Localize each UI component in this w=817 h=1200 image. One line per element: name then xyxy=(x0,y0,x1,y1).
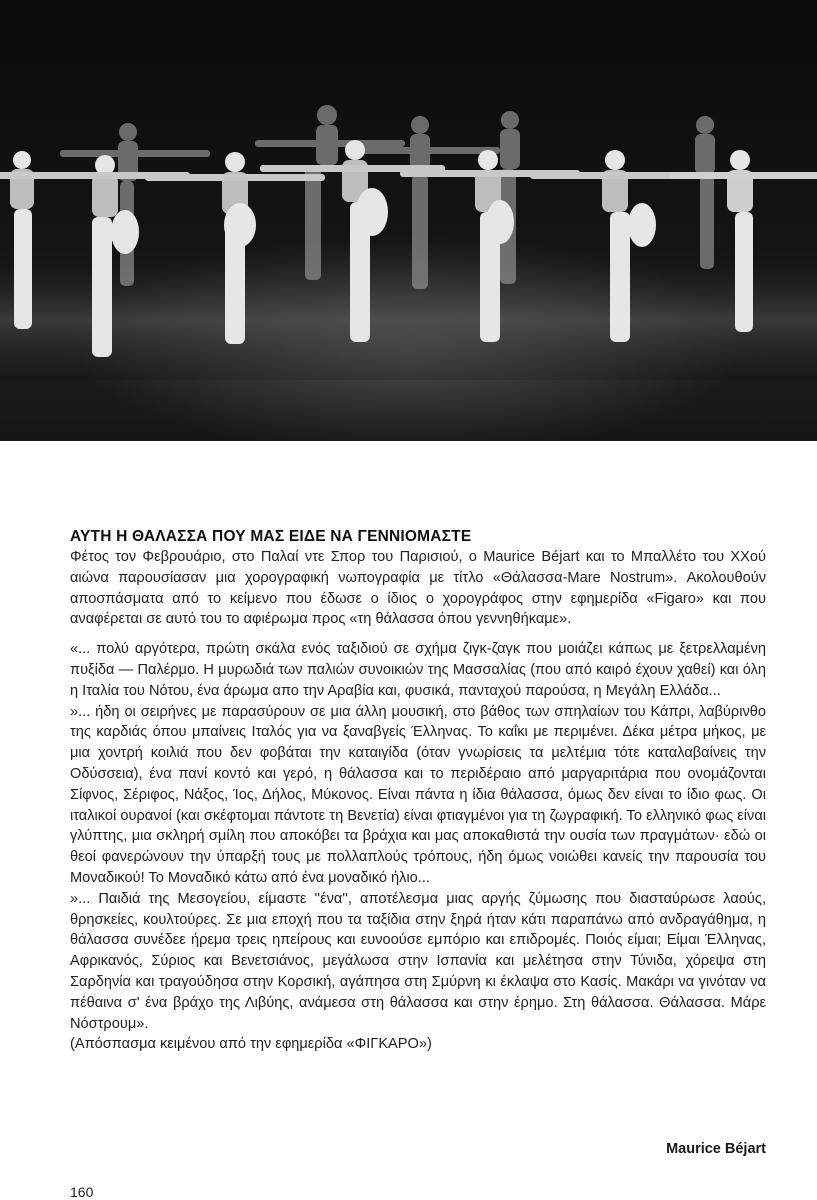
dancers-photograph xyxy=(0,0,817,441)
quote-paragraph: »... ήδη οι σειρήνες με παρασύρουν σε μια άλλη μουσική, στο βάθος των σπηλαίων του Κάπρι, λαβύρινθο της καρδιάς όπου μπαίνεις Ιταλός για να ξαναβγείς Έλληνας. Το καΐκι με περιμένει. Δέκα μέτρα μήκος, με μια χοντρή κοιλιά που δεν φοβάται την καταιγίδα (όταν γνωρίσεις τα μελτέμια τότε καταλαβαίνεις την Οδύσσεια), ένα πανί κοντό και γερό, η θάλασσα και το περιδέραιο από μαργαριτάρια που ονομάζονται Σίφνος, Σέριφος, Νάξος, Ίος, Δήλος, Μύκονος. Είναι πάντα η ίδια θάλασσα, όμως δεν είναι το ίδιο φως. Οι ιταλικοί ουρανοί (και σκέφτομαι πάντοτε τη Βενετία) είναι φτιαγμένοι για τη ζωγραφική. Το ελληνικό φως είναι γλύπτης, μια σκληρή σμίλη που αποκόβει τα βράχια και μας αποκαθιστά την ουσία των πραγμάτων· εδώ οι θεοί φανερώνουν την ύπαρξή τους με πολλαπλούς τρόπους, ήδη όμως νοιώθει κανείς την παρουσία του Μοναδικού! Το Μοναδικό κάτω από ένα μοναδικό ήλιο... xyxy=(70,703,766,886)
source-note: (Απόσπασμα κειμένου από την εφημερίδα «ΦΙΓΚΑΡΟ») xyxy=(70,1036,432,1053)
quote-paragraph: »... Παιδιά της Μεσογείου, είμαστε ''ένα'', αποτέλεσμα μιας αργής ζύμωσης που διασταύρωσε λαούς, θρησκείες, κουλτούρες. Σε μια εποχή που τα ταξίδια στην ξηρά ήταν κάτι παραπάνω από ανδραγάθημα, η θάλασσα συνέδεε ήρεμα τρεις ηπείρους και ευνοούσε εμπόριο και επιδρομές. Ποιός είμαι; Είμαι Έλληνας, Αφρικανός, Σύριος και Βενετσιάνος, μεγάλωσα στην Ισπανία και μελέτησα στην Τύνιδα, χόρεψα στη Σαρδηνία και τραγούδησα στην Κορσική, αγάπησα στη Σμύρνη κι έκλαψα στο Κασίς. Μακάρι να γινόταν να πέθαινα σ' ένα βράχο της Λιβύης, ανάμεσα στη θάλασσα και στην έρημο. Στη θάλασσα. Θάλασσα. Μάρε Νόστρουμ». xyxy=(70,890,766,1032)
article xyxy=(70,527,766,1055)
page-number: 160 xyxy=(70,1184,94,1200)
article-headline: ΑΥΤΗ Η ΘΑΛΑΣΣΑ ΠΟΥ ΜΑΣ ΕΙΔΕ ΝΑ ΓΕΝΝΙΟΜΑΣΤΕ xyxy=(70,528,472,545)
article-intro: Φέτος τον Φεβρουάριο, στο Παλαί ντε Σπορ του Παρισιού, ο Maurice Béjart και το Μπαλλέτο του ΧΧού αιώνα παρουσίασαν μια χορογραφική νωπογραφία με τίτλο «Θάλασσα-Mare Nostrum». Ακολουθούν αποσπάσματα από το κείμενο που έδωσε ο ίδιος ο χορογράφος στην εφημερίδα «Figaro» και που αναφέρεται σε αυτό του το αφιέρωμα προς «τη θάλασσα όπου γεννηθήκαμε». xyxy=(70,549,766,628)
author-signature: Maurice Béjart xyxy=(666,1141,766,1157)
quote-paragraph: «... πολύ αργότερα, πρώτη σκάλα ενός ταξιδιού σε σχήμα ζιγκ-ζαγκ που μοιάζει κάπως με ξετρελλαμένη πυξίδα — Παλέρμο. Η μυρωδιά των παλιών συνοικιών της Μασσαλίας (που από καιρό έχουν χαθεί) και όλη η Ιταλία του Νότου, ένα άρωμα απο την Αραβία και, φυσικά, πανταχού παρούσα, η Μεγάλη Ελλάδα... xyxy=(70,641,766,699)
dancers-photo-illustration xyxy=(0,0,817,441)
